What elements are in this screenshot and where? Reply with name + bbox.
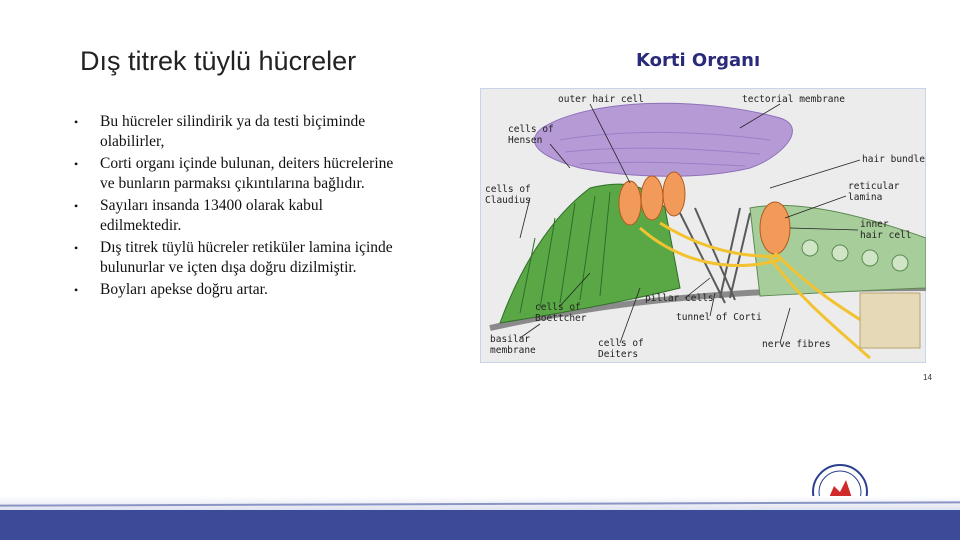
slide-title: Dış titrek tüylü hücreler [80, 46, 357, 76]
label-deiters-2: Deiters [598, 349, 639, 360]
label-hensen-2: Hensen [508, 135, 543, 146]
label-claudius-2: Claudius [485, 195, 531, 206]
label-hair-bundle: hair bundle [862, 154, 925, 165]
bullet-item [70, 112, 400, 152]
label-reticular-2: lamina [848, 192, 883, 203]
label-claudius-1: cells of [485, 184, 531, 195]
label-inner-hair-cell-1: inner [860, 219, 889, 230]
bullet-marker: • [74, 283, 79, 297]
bullet-marker: • [74, 115, 79, 129]
label-inner-hair-cell-2: hair cell [860, 230, 912, 241]
label-outer-hair-cell: outer hair cell [558, 94, 644, 105]
outer-hair-cell-shape [619, 181, 641, 225]
outer-hair-cell-shape [641, 176, 663, 220]
bone-region [860, 293, 920, 348]
tectorial-membrane-shape [534, 103, 792, 176]
label-tectorial-membrane: tectorial membrane [742, 94, 845, 105]
bullet-item [70, 238, 400, 278]
label-deiters-1: cells of [598, 338, 644, 349]
bullet-item [70, 280, 400, 300]
cell-nucleus [892, 255, 908, 271]
page-number: 14 [923, 373, 932, 382]
label-reticular-1: reticular [848, 181, 900, 192]
label-pillar-cells: pillar cells [645, 293, 714, 304]
label-hensen-1: cells of [508, 124, 554, 135]
label-tunnel-of-corti: tunnel of Corti [676, 312, 762, 323]
bullet-text: Dış titrek tüylü hücreler retiküler lamina içinde bulunurlar ve içten dışa doğru dizilmiştir. [100, 239, 393, 276]
label-boettcher-2: Boettcher [535, 313, 587, 324]
bullet-text: Bu hücreler silindirik ya da testi biçiminde olabilirler, [100, 113, 366, 150]
figure-title: Korti Organı [636, 50, 761, 71]
footer-bar [0, 510, 960, 540]
label-basilar-1: basilar [490, 334, 531, 345]
organ-of-corti-diagram [480, 88, 926, 363]
label-boettcher-1: cells of [535, 302, 581, 313]
bullet-marker: • [74, 199, 79, 213]
bullet-text: Sayıları insanda 13400 olarak kabul edilmektedir. [100, 197, 323, 234]
bullet-list [70, 112, 400, 302]
bullet-text: Corti organı içinde bulunan, deiters hücrelerine ve bunların parmaksı çıkıntılarına bağlıdır. [100, 155, 394, 192]
cell-nucleus [862, 250, 878, 266]
bullet-marker: • [74, 241, 79, 255]
cell-nucleus [832, 245, 848, 261]
bullet-text: Boyları apekse doğru artar. [100, 281, 268, 298]
bullet-item [70, 154, 400, 194]
bullet-marker: • [74, 157, 79, 171]
cell-nucleus [802, 240, 818, 256]
inner-hair-cell-shape [760, 202, 790, 254]
outer-hair-cell-shape [663, 172, 685, 216]
label-basilar-2: membrane [490, 345, 536, 356]
bullet-item [70, 196, 400, 236]
label-nerve-fibres: nerve fibres [762, 339, 831, 350]
